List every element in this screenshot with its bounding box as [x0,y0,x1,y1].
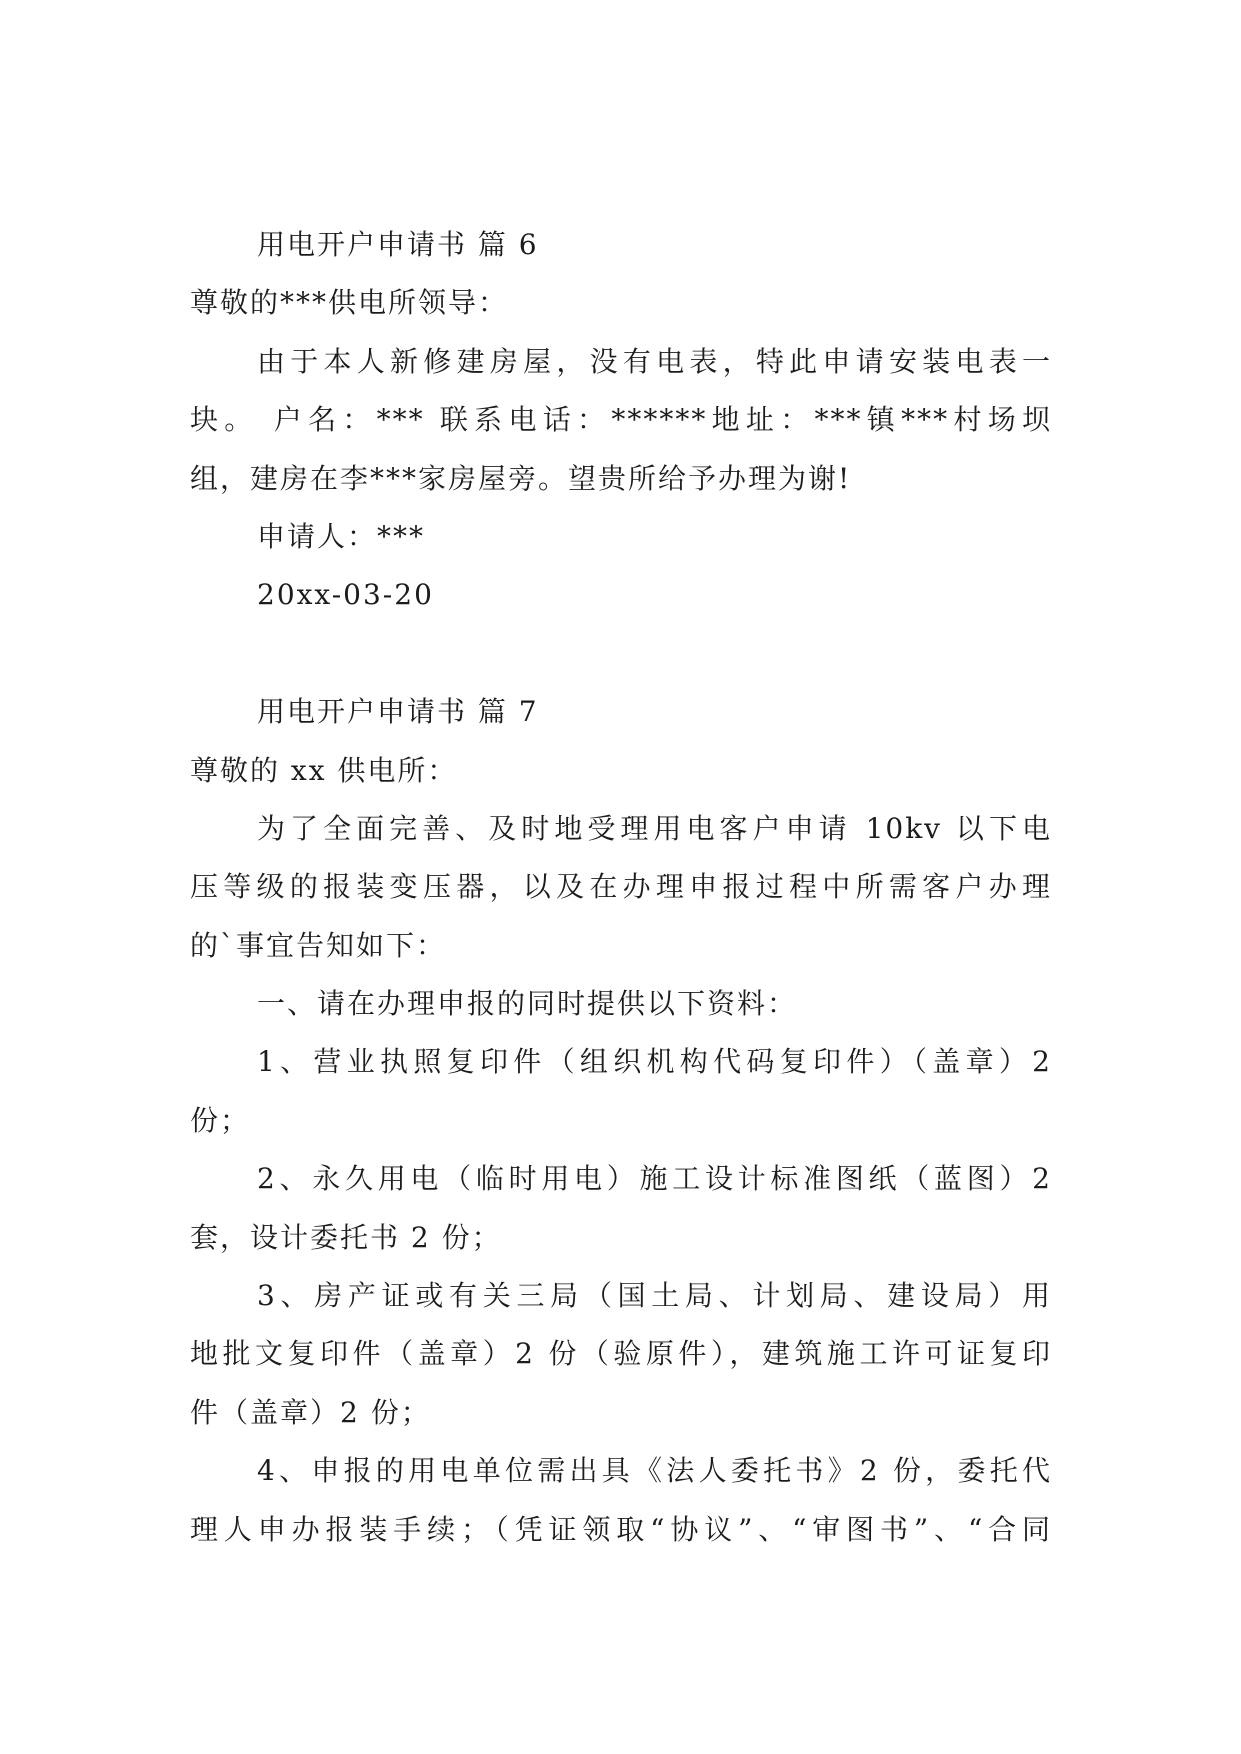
paragraph-line: 申请人：*** [257,519,426,553]
paragraph-line: 组，建房在李***家房屋旁。望贵所给予办理为谢! [190,461,852,495]
paragraph-line: 件（盖章）2 份； [190,1395,431,1429]
paragraph-line: 理人申办报装手续；（凭证领取“协议”、“审图书”、“合同 [190,1512,1052,1546]
paragraph-line: 块。 户名：*** 联系电话：******地址：***镇***村场坝 [190,403,1052,437]
paragraph [190,975,1052,1033]
paragraph-line: 2、永久用电（临时用电）施工设计标准图纸（蓝图）2 [257,1162,1052,1196]
section-heading: 用电开户申请书 篇 6 [257,228,539,261]
paragraph-line: 1、营业执照复印件（组织机构代码复印件）（盖章）2 [257,1045,1052,1079]
application-section-7 [190,683,1052,1559]
paragraph-line: 20xx-03-20 [257,578,434,612]
salutation: 尊敬的 xx 供电所： [190,753,458,787]
paragraph-line: 地批文复印件（盖章）2 份（验原件），建筑施工许可证复印 [190,1337,1052,1371]
paragraph-line: 的`事宜告知如下： [190,928,447,962]
paragraph-line: 4、申报的用电单位需出具《法人委托书》2 份，委托代 [257,1454,1052,1488]
applicant-line [190,508,1052,566]
paragraph [190,800,1052,975]
list-item [190,1033,1052,1150]
paragraph-line: 一、请在办理申报的同时提供以下资料： [257,987,798,1021]
application-section-6 [190,216,1052,625]
paragraph-line: 压等级的报装变压器，以及在办理申报过程中所需客户办理 [190,870,1052,904]
paragraph [190,333,1052,508]
list-item [190,1442,1052,1559]
salutation: 尊敬的***供电所领导： [190,286,509,320]
paragraph-line: 由于本人新修建房屋，没有电表，特此申请安装电表一 [257,344,1052,378]
section-heading: 用电开户申请书 篇 7 [257,695,539,729]
paragraph-line: 3、房产证或有关三局（国土局、计划局、建设局）用 [257,1279,1052,1313]
list-item [190,1150,1052,1267]
date-line [190,566,1052,624]
paragraph-line: 为了全面完善、及时地受理用电客户申请 10kv 以下电 [257,811,1052,845]
document-body [190,216,1052,1559]
paragraph-line: 套，设计委托书 2 份； [190,1220,502,1254]
paragraph-line: 份； [190,1103,251,1137]
list-item [190,1267,1052,1442]
